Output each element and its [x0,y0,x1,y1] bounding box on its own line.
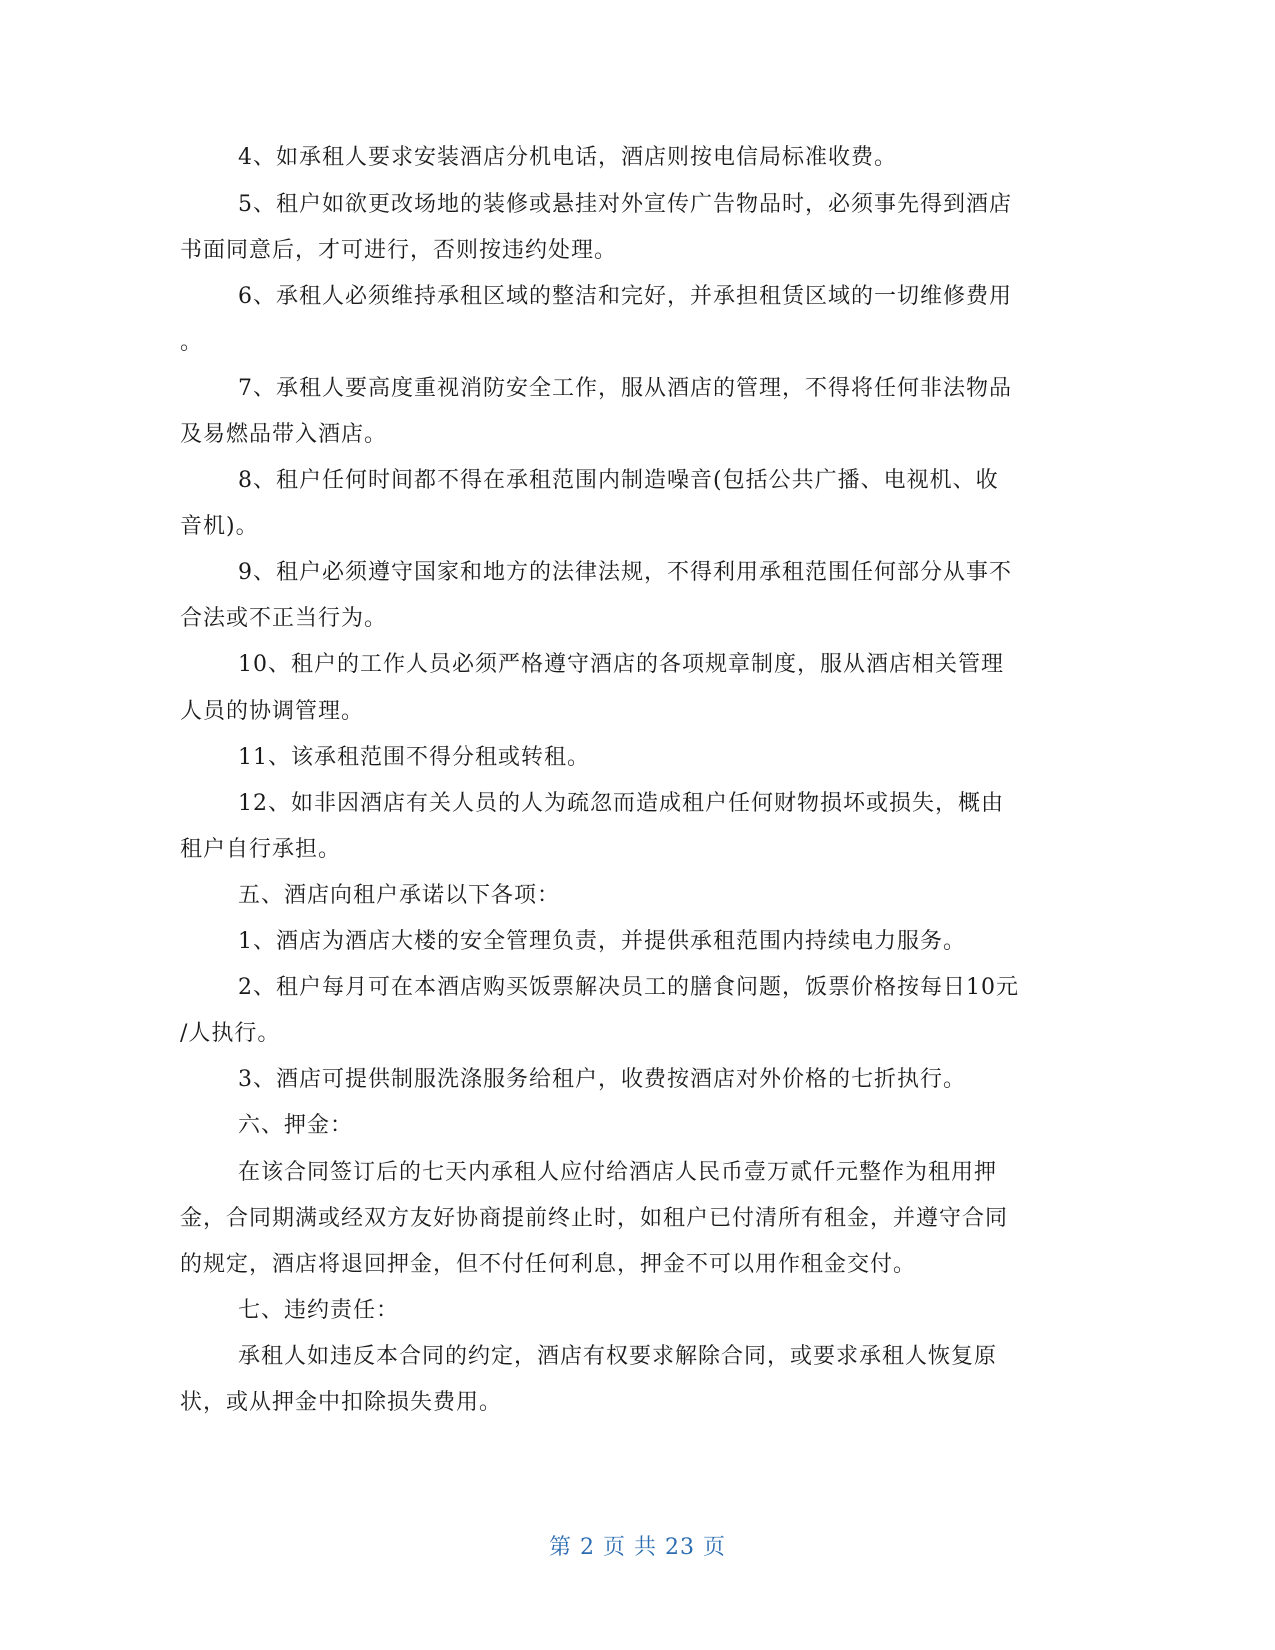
text-line: 及易燃品带入酒店。 [180,422,388,447]
text-line: 5、租户如欲更改场地的装修或悬挂对外宣传广告物品时，必须事先得到酒店 [238,192,1012,217]
section-heading: 五、酒店向租户承诺以下各项： [238,883,561,908]
text-line: 租户自行承担。 [180,837,342,862]
text-line: 书面同意后，才可进行，否则按违约处理。 [180,238,618,263]
text-line: 。 [180,330,204,355]
text-line: 3、酒店可提供制服洗涤服务给租户，收费按酒店对外价格的七折执行。 [238,1067,966,1092]
text-line: 7、承租人要高度重视消防安全工作，服从酒店的管理，不得将任何非法物品 [238,376,1012,401]
text-line: 音机)。 [180,514,259,539]
text-line: 6、承租人必须维持承租区域的整洁和完好，并承担租赁区域的一切维修费用 [238,284,1012,309]
text-line: 10、租户的工作人员必须严格遵守酒店的各项规章制度，服从酒店相关管理 [238,652,1004,677]
text-line: 的规定，酒店将退回押金，但不付任何利息，押金不可以用作租金交付。 [180,1252,917,1277]
text-line: 金，合同期满或经双方友好协商提前终止时，如租户已付清所有租金，并遵守合同 [180,1206,1009,1231]
text-line: 4、如承租人要求安装酒店分机电话，酒店则按电信局标准收费。 [238,145,897,170]
text-line: 9、租户必须遵守国家和地方的法律法规，不得利用承租范围任何部分从事不 [238,560,1012,585]
text-line: /人执行。 [180,1021,281,1046]
text-line: 在该合同签订后的七天内承租人应付给酒店人民币壹万贰仟元整作为租用押 [238,1160,998,1185]
text-line: 11、该承租范围不得分租或转租。 [238,745,590,770]
section-heading: 七、违约责任： [238,1298,400,1323]
text-line: 8、租户任何时间都不得在承租范围内制造噪音(包括公共广播、电视机、收 [238,468,999,493]
section-heading: 六、押金： [238,1113,354,1138]
page-footer: 第 2 页 共 23 页 [549,1535,726,1560]
text-line: 承租人如违反本合同的约定，酒店有权要求解除合同，或要求承租人恢复原 [238,1344,998,1369]
text-line: 人员的协调管理。 [180,699,365,724]
text-line: 状，或从押金中扣除损失费用。 [180,1390,503,1415]
text-line: 2、租户每月可在本酒店购买饭票解决员工的膳食问题，饭票价格按每日10元 [238,975,1019,1000]
text-line: 合法或不正当行为。 [180,606,388,631]
text-line: 1、酒店为酒店大楼的安全管理负责，并提供承租范围内持续电力服务。 [238,929,966,954]
text-line: 12、如非因酒店有关人员的人为疏忽而造成租户任何财物损坏或损失，概由 [238,791,1004,816]
